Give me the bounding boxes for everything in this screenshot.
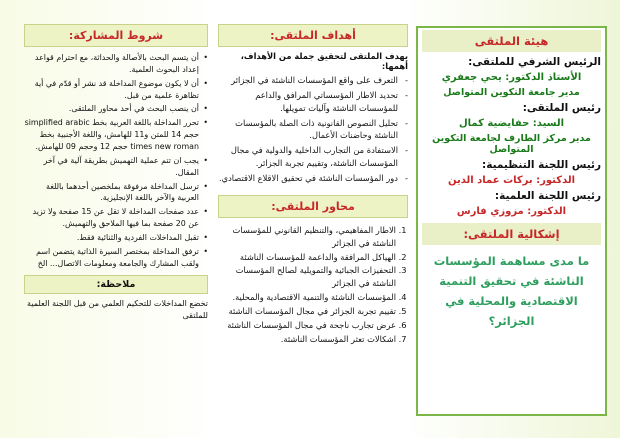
goal-item: - تحليل النصوص القانونية ذات الصلة بالمؤسسات الناشئة وحاضنات الأعمال. [218,117,408,143]
committee-header: هيئة الملتقى [422,30,601,52]
honorary-president-role: الرئيس الشرفي للملتقى: [468,56,601,68]
condition-item: • ترفق المداخلة بمختصر السيرة الذاتية يتضمن اسم ولقب المشارك والجامعة ومعلومات الاتصال... الخ [24,246,208,270]
organizing-committee-name: الدكتور: بركات عماد الدين [447,175,576,186]
axis-item: 3. التحفيزات الجبائية والتمويلية لصالح المؤسسات الناشئة في الجزائر [218,264,396,290]
axis-item: 4. المؤسسات الناشئة والتنمية الاقتصادية والمحلية. [218,291,396,304]
axes-list [218,224,408,346]
problem-statement: ما مدى مساهمة المؤسسات الناشئة في تحقيق التنمية الاقتصادية والمحلية في الجزائر؟ [433,254,590,329]
goals-intro: يهدف الملتقى لتحقيق جملة من الأهداف، أهمها: [240,51,408,71]
condition-item: • تحرر المداخلة باللغة العربية بخط simplified arabic حجم 14 للمتن و11 للهامش، واللغة الأجنبية بخط times new roman حجم 12 وحجم 09 للهامش. [24,117,208,153]
honorary-president-name: الأستاذ الدكتور: يحي جعفري [441,72,582,83]
condition-item: • أن ينصب البحث في أحد محاور الملتقى. [24,103,208,115]
condition-item: • ترسل المداخلة مرفوقة بملخصين أحدهما باللغة العربية والآخر باللغة الإنجليزية. [24,181,208,205]
axes-header: محاور الملتقى: [218,195,408,218]
chair-role: رئيس الملتقى: [522,102,601,114]
note-header: ملاحظة: [24,275,208,294]
axis-item: 1. الاطار المفاهيمي، والتنظيم القانوني للمؤسسات الناشئة في الجزائر [218,224,396,250]
goal-item: - دور المؤسسات الناشئة في تحقيق الاقلاع الاقتصادي. [218,172,408,185]
conditions-header: شروط المشاركة: [24,24,208,47]
committee-box [416,26,607,416]
goal-item: - الاستفادة من التجارب الداخلية والدولية في مجال المؤسسات الناشئة، وتقييم تجربة الجزائر. [218,144,408,170]
goals-header: أهداف الملتقى: [218,24,408,47]
conditions-panel [24,24,208,322]
goal-item: - التعرف على واقع المؤسسات الناشئة في الجزائر [218,74,408,87]
axis-item: 5. تقييم تجربة الجزائر في مجال المؤسسات الناشئة [218,305,396,318]
goals-axes-panel [218,24,408,347]
goal-item: - تحديد الاطار المؤسساتي المرافق والداعم للمؤسسات الناشئة وآليات تمويلها. [218,89,408,115]
problem-header: إشكالية الملتقى: [422,223,601,245]
scientific-committee-name: الدكتور: مزوزي فارس [456,206,567,217]
chair-name: السيد: حفايضية كمال [458,118,565,129]
condition-item: • أن يتسم البحث بالأصالة والحداثة، مع احترام قواعد إعداد البحوث العلمية. [24,52,208,76]
note-text: تخضع المداخلات للتحكيم العلمي من قبل اللجنة العلمية للملتقى [27,298,208,320]
chair-title: مدير مركز الطارف لجامعة التكوين المتواصل [432,133,591,155]
committee-panel [416,26,607,416]
honorary-president-title: مدير جامعة التكوين المتواصل [443,87,580,98]
condition-item: • أن لا يكون موضوع المداخلة قد نشر أو قدّم في أية تظاهرة علمية من قبل. [24,78,208,102]
goals-list [218,74,408,185]
conditions-list [24,52,208,270]
axis-item: 7. اشكالات تعثر المؤسسات الناشئة. [218,333,396,346]
condition-item: • يجب ان تتم عملية التهميش بطريقة آلية في آخر المقال. [24,155,208,179]
condition-item: • تقبل المداخلات الفردية والثنائية فقط. [24,232,208,244]
condition-item: • عدد صفحات المداخلة لا تقل عن 15 صفحة ولا تزيد عن 20 صفحة بما فيها الملاحق والتهميش. [24,206,208,230]
axis-item: 2. الهياكل المرافقة والداعمة للمؤسسات الناشئة [218,251,396,264]
axis-item: 6. عرض تجارب ناجحة في مجال المؤسسات الناشئة [218,319,396,332]
organizing-committee-role: رئيس اللجنة التنظيمية: [482,159,601,171]
scientific-committee-role: رئيس اللجنة العلمية: [494,190,601,202]
